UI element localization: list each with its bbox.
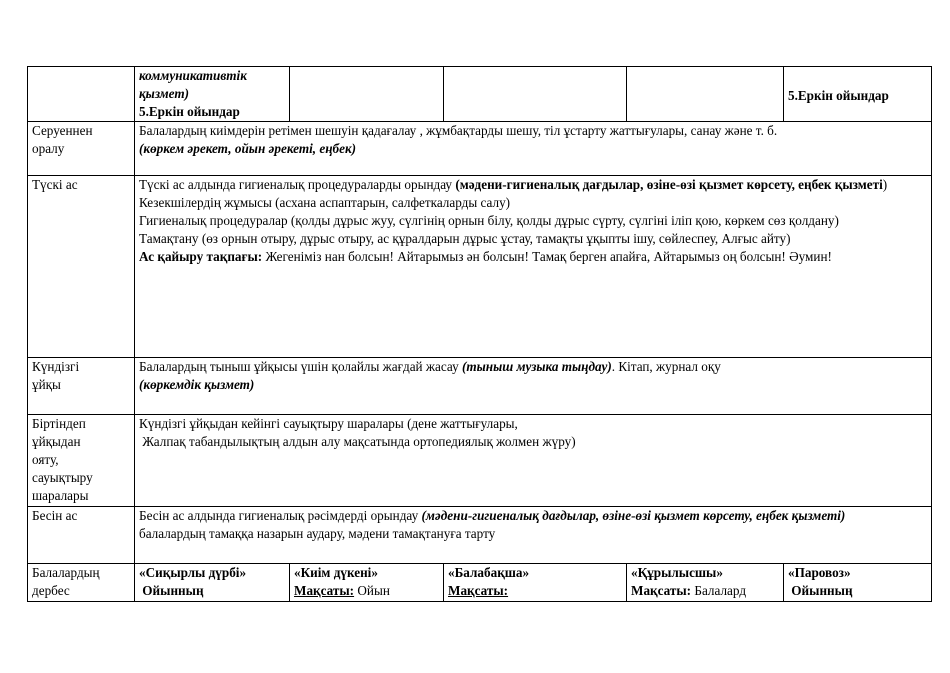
game-title: «Балабақша»	[448, 565, 530, 580]
game-title: «Киім дүкені»	[294, 565, 378, 580]
duty-text: Кезекшілердің жұмысы (асхана аспаптарын, салфеткаларды салу)	[139, 195, 511, 210]
free-games-label: 5.Еркін ойындар	[788, 88, 889, 103]
table-row	[28, 564, 932, 602]
nap-activity: (көркемдік қызмет)	[139, 377, 255, 392]
monday-cell	[135, 67, 290, 122]
game-cell	[135, 564, 290, 602]
game-purpose: Ойынның	[139, 583, 204, 598]
wednesday-cell	[444, 67, 627, 122]
game-cell	[290, 564, 444, 602]
row-label: Күндізгі ұйқы	[28, 358, 135, 415]
thursday-cell	[627, 67, 784, 122]
game-title: «Сиқырлы дүрбі»	[139, 565, 247, 580]
walk-return-content	[135, 122, 932, 176]
table-row	[28, 122, 932, 176]
snack-text: Бесін ас алдында гигиеналық рәсімдерді орындау (мәдени-гигиеналық дағдылар, өзіне-өзі қызмет көрсету, еңбек қызметі)	[139, 508, 846, 523]
friday-cell	[784, 67, 932, 122]
game-purpose: Ойынның	[788, 583, 853, 598]
row-label: Серуеннен оралу	[28, 122, 135, 176]
table-row	[28, 358, 932, 415]
lunch-content	[135, 176, 932, 358]
daily-plan-table	[27, 66, 932, 602]
game-cell	[784, 564, 932, 602]
game-cell	[444, 564, 627, 602]
walk-return-text: Балалардың киімдерін ретімен шешуін қадағалау , жұмбақтарды шешу, тіл ұстарту жаттығулары, санау және т. б.	[139, 123, 778, 138]
snack-content	[135, 507, 932, 564]
walk-return-activity: (көркем әрекет, ойын әрекеті, еңбек)	[139, 141, 357, 156]
row-label: Балалардың дербес	[28, 564, 135, 602]
snack-text: балалардың тамаққа назарын аудару, мәдени тамақтануға тарту	[139, 526, 496, 541]
tuesday-cell	[290, 67, 444, 122]
activity-text: қызмет)	[139, 86, 190, 101]
wakeup-text: Жалпақ табандылықтың алдын алу мақсатында ортопедиялық жолмен жүру)	[139, 434, 576, 449]
game-purpose: Мақсаты:	[448, 583, 509, 598]
nap-text: Балалардың тыныш ұйқысы үшін қолайлы жағдай жасау (тыныш музыка тыңдау). Кітап, журнал оқу	[139, 359, 721, 374]
game-purpose: Мақсаты: Балалард	[631, 583, 747, 598]
table-row	[28, 176, 932, 358]
communicative-text: коммуникативтік	[139, 68, 247, 83]
game-title: «Құрылысшы»	[631, 565, 723, 580]
hygiene-text: Гигиеналық процедуралар (қолды дұрыс жуу, сүлгінің орнын білу, қолды дұрыс сүрту, сүлгіні іліп қою, көркем сөз қолдану)	[139, 213, 839, 228]
empty-label-cell	[28, 67, 135, 122]
game-title: «Паровоз»	[788, 565, 851, 580]
row-label: Біртіндеп ұйқыдан ояту, сауықтыру шаралары	[28, 415, 135, 507]
lunch-intro: Түскі ас алдында гигиеналық процедураларды орындау (мәдени-гигиеналық дағдылар, өзіне-өзі қызмет көрсету, еңбек қызметі)	[139, 177, 888, 192]
wakeup-content	[135, 415, 932, 507]
game-purpose: Мақсаты: Ойын	[294, 583, 390, 598]
table-row	[28, 67, 932, 122]
row-label: Бесін ас	[28, 507, 135, 564]
eating-text: Тамақтану (өз орнын отыру, дұрыс отыру, ас құралдарын дұрыс ұстау, тамақты ұқыпты ішу, сөйлеспеу, Алғыс айту)	[139, 231, 791, 246]
blessing-text: Ас қайыру тақпағы: Жегеніміз нан болсын! Айтарымыз ән болсын! Тамақ берген апайға, Айтарымыз оң болсын! Әумин!	[139, 249, 832, 264]
free-games-label: 5.Еркін ойындар	[139, 104, 240, 119]
wakeup-text: Күндізгі ұйқыдан кейінгі сауықтыру шаралары (дене жаттығулары,	[139, 416, 518, 431]
row-label: Түскі ас	[28, 176, 135, 358]
table-row	[28, 507, 932, 564]
game-cell	[627, 564, 784, 602]
nap-content	[135, 358, 932, 415]
table-row	[28, 415, 932, 507]
